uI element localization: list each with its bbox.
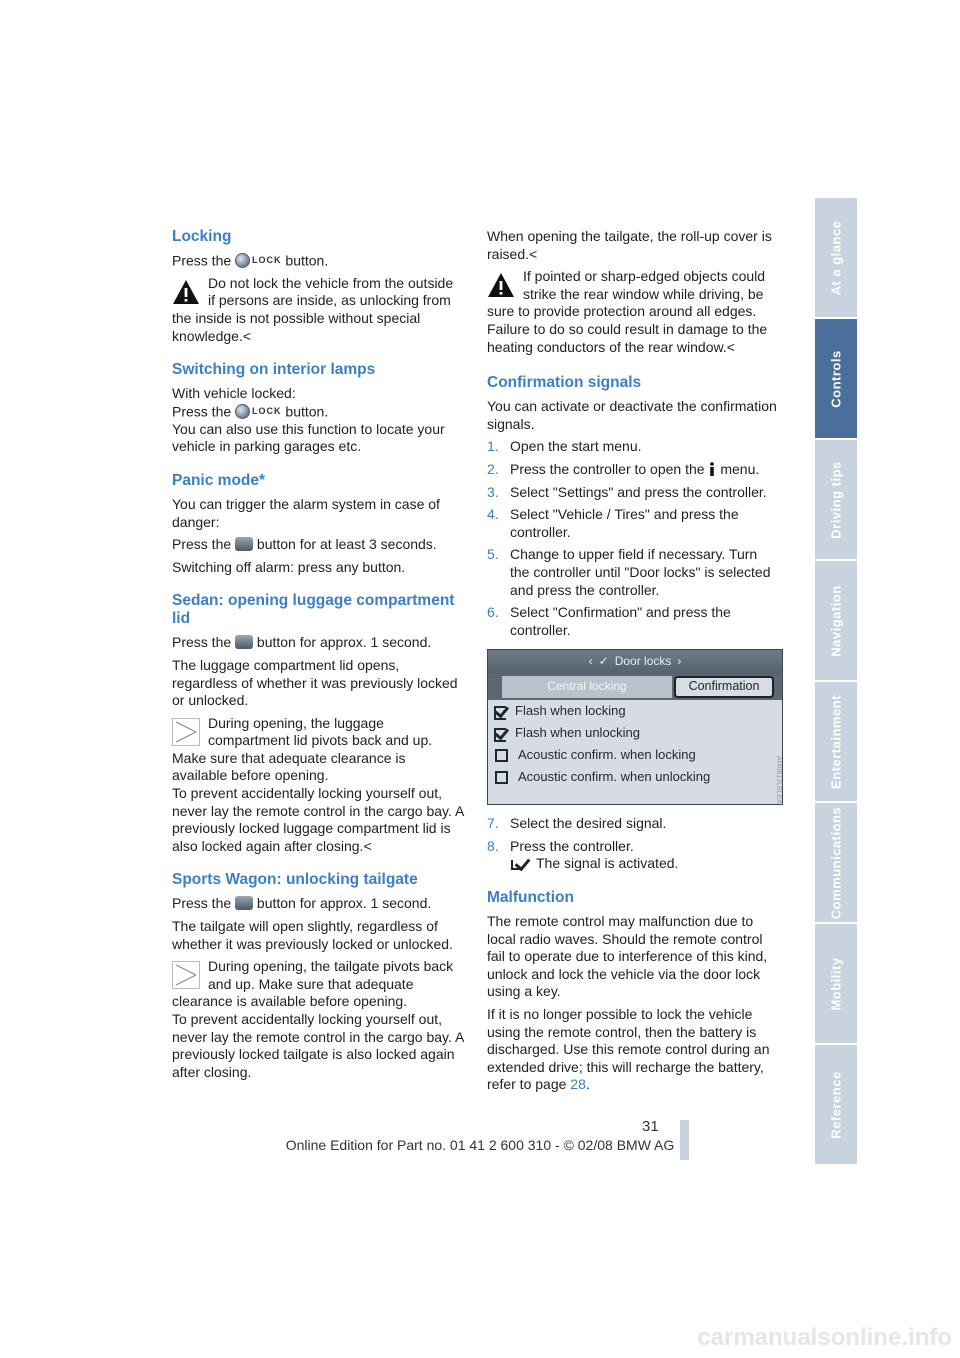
watermark: carmanualsonline.info [697,1324,952,1351]
interior-press: Press the LOCK button. [172,403,329,420]
step-7: 7. Select the desired signal. [487,815,667,832]
sedan-p2: The luggage compartment lid opens, regardless of whether it was previously locked or unlocked. [172,656,458,709]
step-8: 8. Press the controller. The signal is activated. [487,837,679,872]
lock-button-icon: LOCK [235,252,282,270]
screen-tabs [488,676,782,698]
right-arrow-icon: › [677,654,682,669]
interior-line1: With vehicle locked: [172,385,296,402]
confirmation-intro: You can activate or deactivate the confirmation signals. [487,398,777,432]
section-locking [172,228,464,345]
interior-line3: You can also use this function to locate your vehicle in parking garages etc. [172,420,445,455]
locking-warning: Do not lock the vehicle from the outside if persons are inside, as unlocking from the inside is not possible without special knowledge.< [172,274,454,344]
heading-confirmation: Confirmation signals [487,374,642,392]
sedan-note2: To prevent accidentally locking yourself out, never lay the remote control in the cargo bay. A previously locked luggage compartment lid is also locked again after closing.< [172,785,464,854]
section-malfunction [487,889,779,1094]
heading-locking: Locking [172,228,232,245]
note-arrow-icon [172,961,200,989]
screen-header: ‹ ✓ Door locks › [488,650,782,674]
step-3: 3. Select "Settings" and press the controller. [487,483,767,500]
panic-press: Press the button for at least 3 seconds. [172,536,437,553]
right-column [487,228,779,1110]
step-4: 4. Select "Vehicle / Tires" and press the controller. [487,506,739,540]
warning-icon [487,271,515,299]
section-panic [172,472,464,576]
heading-malfunction: Malfunction [487,889,574,907]
malfunction-p1: The remote control may malfunction due to local radio waves. Should the remote control fail to operate due to interference of this kind, unlock and lock the vehicle via the door lock using a key. [487,913,768,1000]
page-link[interactable]: 28 [570,1076,586,1093]
tab-entertainment[interactable]: Entertainment [815,682,857,801]
heading-wagon: Sports Wagon: unlocking tailgate [172,871,418,889]
left-column [172,228,464,1097]
tab-driving-tips[interactable]: Driving tips [815,440,857,559]
page-number: 31 [642,1118,659,1135]
side-tabs [815,198,857,1166]
step-6: 6. Select "Confirmation" and press the controller. [487,604,731,638]
footer: Online Edition for Part no. 01 41 2 600 310 - © 02/08 BMW AG [285,1137,675,1153]
signal-list [488,700,782,804]
left-arrow-icon: ‹ [588,654,593,669]
sedan-press: Press the button for approx. 1 second. [172,634,432,651]
section-confirmation [487,374,779,873]
step-2: 2. Press the controller to open the menu. [487,460,760,477]
wagon-p2: The tailgate will open slightly, regardless of whether it was previously locked or unlocked. [172,918,453,952]
step-5: 5. Change to upper field if necessary. Turn the controller until "Door locks" is selected and press the controller. [487,546,771,598]
trunk-button-icon [235,635,253,649]
idrive-screen [487,649,783,805]
rear-window-warning: If pointed or sharp-edged objects could strike the rear window while driving, be sure to provide protection around all edges. Failure to do so could result in damage to the heating conductors of the rear window.< [487,268,768,355]
sedan-note: During opening, the luggage compartment lid pivots back and up. Make sure that adequate clearance is available before opening. [172,714,433,784]
signal-item[interactable]: Flash when unlocking [488,722,782,744]
signal-item[interactable]: Flash when locking [488,700,782,722]
confirmation-steps [487,438,779,639]
note-arrow-icon [172,718,200,746]
checked-icon [494,705,508,717]
step-1: 1. Open the start menu. [487,438,642,455]
warning-icon [172,278,200,306]
tab-reference[interactable]: Reference [815,1045,857,1164]
unchecked-icon [495,771,508,784]
tab-confirmation[interactable]: Confirmation [674,676,774,698]
confirmation-steps-2 [487,815,779,873]
panic-p1: You can trigger the alarm system in case of danger: [172,495,440,530]
heading-sedan: Sedan: opening luggage compartment lid [172,592,455,628]
checked-icon [494,727,508,739]
section-sedan [172,592,464,855]
tab-navigation[interactable]: Navigation [815,561,857,680]
wagon-press: Press the button for approx. 1 second. [172,895,432,912]
unchecked-icon [495,749,508,762]
info-menu-icon [708,462,716,476]
section-wagon [172,871,464,1081]
malfunction-p2: If it is no longer possible to lock the vehicle using the remote control, then the battery is discharged. Use this remote control during an extended drive; this will recharge the battery, refer to page 28. [487,1006,770,1093]
checkmark-icon [510,856,532,870]
locking-press: Press the LOCK button. [172,252,329,269]
figure-code: AM0813LBLEA [775,756,782,804]
tab-central-locking[interactable]: Central locking [502,676,672,698]
tab-communications[interactable]: Communications [815,803,857,922]
signal-item[interactable]: Acoustic confirm. when locking [488,744,782,766]
trunk-button-icon [235,896,253,910]
heading-interior-lamps: Switching on interior lamps [172,361,376,379]
panic-p3: Switching off alarm: press any button. [172,558,406,575]
door-locks-icon: ✓ [598,654,609,669]
wagon-note: During opening, the tailgate pivots back and up. Make sure that adequate clearance is available before opening. [172,958,454,1010]
tab-at-a-glance[interactable]: At a glance [815,198,857,317]
trunk-button-icon [235,537,253,551]
tab-mobility[interactable]: Mobility [815,924,857,1043]
section-interior-lamps [172,361,464,456]
lock-button-icon: LOCK [235,403,282,421]
signal-item[interactable]: Acoustic confirm. when unlocking [488,766,782,788]
wagon-note2: To prevent accidentally locking yourself out, never lay the remote control in the cargo bay. A previously locked tailgate is also locked again after closing. [172,1011,464,1080]
heading-panic: Panic mode* [172,471,266,489]
tailgate-cont: When opening the tailgate, the roll-up cover is raised.< [487,228,772,262]
tab-controls[interactable]: Controls [815,319,857,438]
